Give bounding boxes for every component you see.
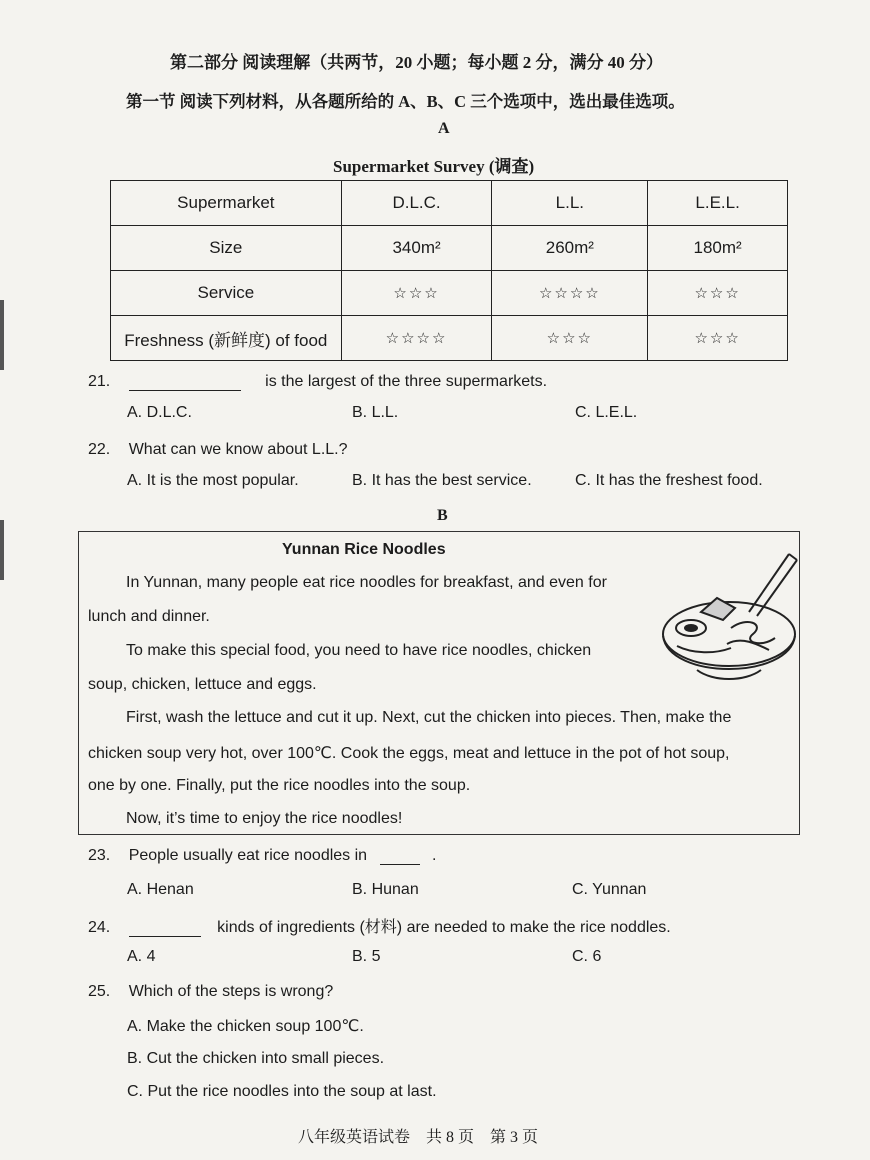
table-cell: 260m² [492,226,648,271]
option: A. D.L.C. [127,404,192,421]
passage-b-letter: B [437,507,448,524]
question-number: 24. [88,919,111,936]
star-rating: ☆☆☆ [492,316,648,361]
question-number: 23. [88,847,111,864]
scan-edge-mark [0,300,4,370]
paragraph-line: First, wash the lettuce and cut it up. Next, cut the chicken into pieces. Then, make the [126,709,732,726]
table-header-cell: L.E.L. [648,181,788,226]
paragraph-line: To make this special food, you need to have rice noodles, chicken [126,642,592,659]
paragraph-line: chicken soup very hot, over 100℃. Cook the eggs, meat and lettuce in the pot of hot soup, [88,745,730,762]
table-header-row [111,181,788,226]
question-number: 21. [88,373,111,390]
question-stem: is the largest of the three supermarkets. [265,373,548,390]
star-rating: ☆☆☆ [341,271,492,316]
passage-b-box [78,531,800,835]
passage-b-title: Yunnan Rice Noodles [282,541,446,558]
star-rating: ☆☆☆ [648,316,788,361]
question-stem: What can we know about L.L.? [128,441,348,458]
option: B. Cut the chicken into small pieces. [127,1050,385,1067]
paragraph-line: Now, it’s time to enjoy the rice noodles! [126,810,403,827]
option: A. It is the most popular. [127,472,299,489]
row-label: Freshness (新鲜度) of food [111,316,342,361]
paragraph-line: soup, chicken, lettuce and eggs. [88,676,317,693]
star-rating: ☆☆☆☆ [492,271,648,316]
table-cell: 340m² [341,226,492,271]
question-23 [88,847,436,865]
paragraph-line: one by one. Finally, put the rice noodles into the soup. [88,777,471,794]
question-stem: People usually eat rice noodles in [128,847,368,864]
option: A. 4 [127,948,156,965]
question-number: 25. [88,983,111,1000]
option: C. Yunnan [572,881,647,898]
option: C. Put the rice noodles into the soup at last. [127,1083,437,1100]
question-24 [88,914,671,937]
question-21 [88,373,547,391]
paragraph-line: lunch and dinner. [88,608,210,625]
table-row-service [111,271,788,316]
answer-blank [129,376,241,391]
star-rating: ☆☆☆☆ [341,316,492,361]
noodle-bowl-icon [657,550,799,698]
option: C. It has the freshest food. [575,472,763,489]
paragraph-line: In Yunnan, many people eat rice noodles for breakfast, and even for [126,574,607,591]
option: B. L.L. [352,404,399,421]
option: B. It has the best service. [352,472,532,489]
question-stem: kinds of ingredients (材料) are needed to make the rice noddles. [217,919,671,936]
table-row-freshness [111,316,788,361]
table-row-size [111,226,788,271]
option: B. 5 [352,948,381,965]
star-rating: ☆☆☆ [648,271,788,316]
passage-a-letter: A [438,120,450,137]
part-heading: 第二部分 阅读理解（共两节，20 小题；每小题 2 分，满分 40 分） [170,53,663,72]
scan-edge-mark [0,520,4,580]
page-footer: 八年级英语试卷 共 8 页 第 3 页 [298,1129,539,1146]
option: A. Make the chicken soup 100℃. [127,1018,364,1035]
question-end: . [431,847,437,864]
table-header-cell: L.L. [492,181,648,226]
section-instruction: 第一节 阅读下列材料，从各题所给的 A、B、C 三个选项中，选出最佳选项。 [126,92,685,111]
answer-blank [129,922,201,937]
row-label: Size [111,226,342,271]
option: C. L.E.L. [575,404,638,421]
survey-title: Supermarket Survey (调查) [333,157,535,176]
question-25 [88,983,333,1001]
question-stem: Which of the steps is wrong? [128,983,334,1000]
table-cell: 180m² [648,226,788,271]
table-header-cell: Supermarket [111,181,342,226]
option: B. Hunan [352,881,419,898]
survey-table [110,180,788,361]
table-header-cell: D.L.C. [341,181,492,226]
row-label: Service [111,271,342,316]
option: A. Henan [127,881,194,898]
option: C. 6 [572,948,602,965]
question-22 [88,441,348,459]
answer-blank [380,850,420,865]
question-number: 22. [88,441,111,458]
